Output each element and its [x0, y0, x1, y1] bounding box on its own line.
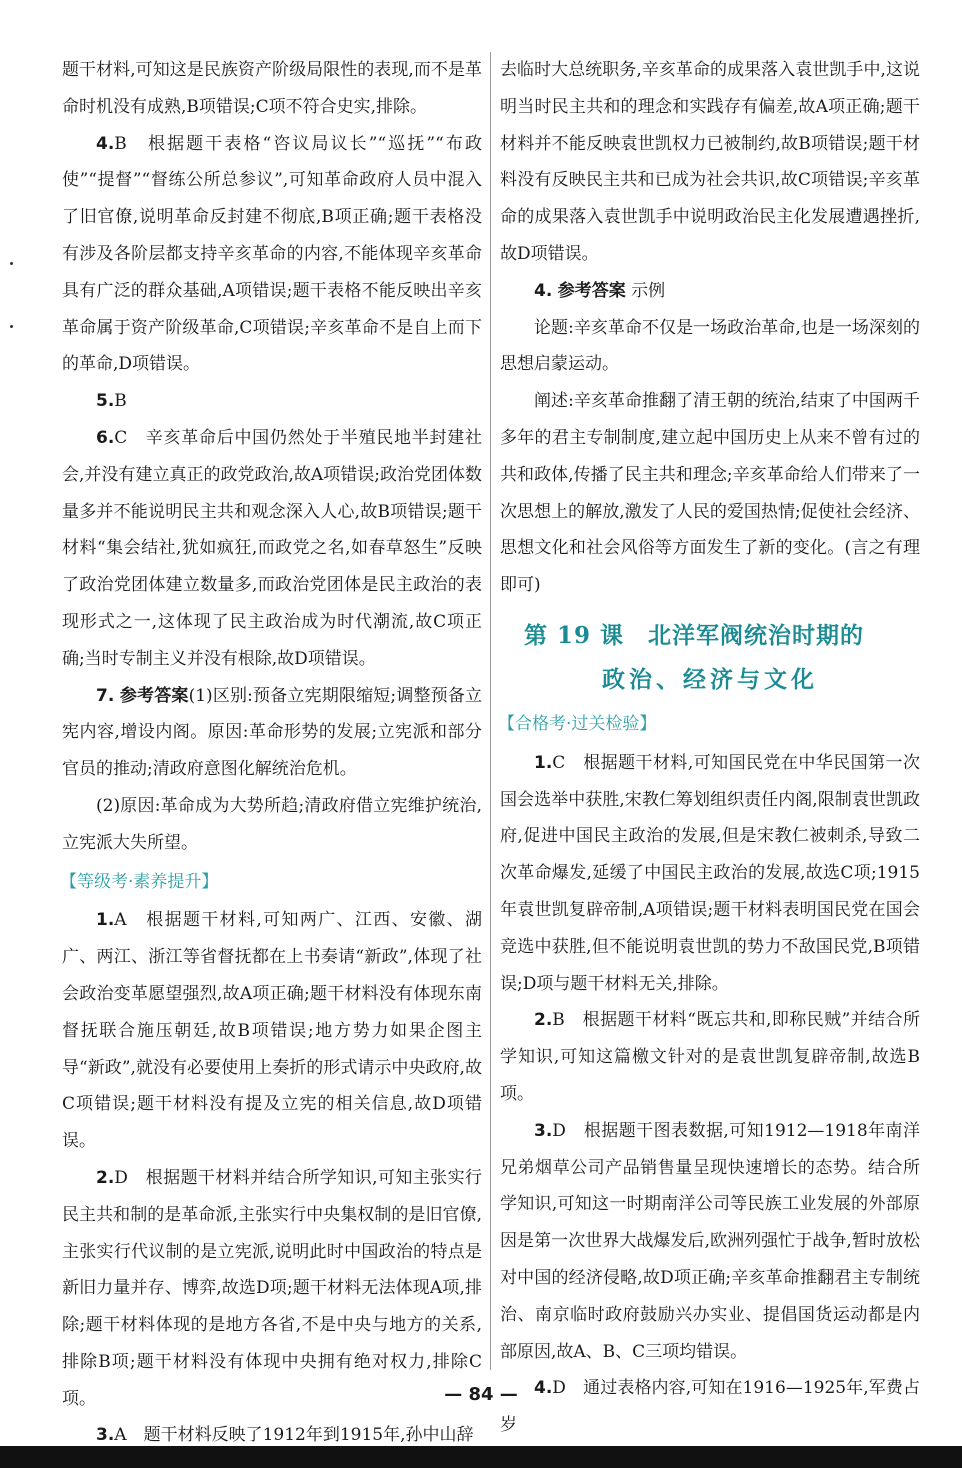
- answer-choice: A: [114, 1425, 127, 1446]
- answer-explanation: 根据题干图表数据,可知1912—1918年南洋兄弟烟草公司产品销售量呈现快速增长的态势。结合所学知识,可知这一时期南洋公司等民族工业发展的外部原因是第一次世界大战爆发后,欧洲列强忙于战争,暂时放松对中国的经济侵略,故D项正确;辛亥革命推翻君主专制统治、南京临时政府鼓励兴办实业、提倡国货运动都是内部原因,故A、B、C三项均错误。: [500, 1120, 920, 1362]
- question-number: 2.: [534, 1010, 553, 1031]
- answer-explanation: (1)区别:预备立宪期限缩短;调整预备立宪内容,增设内阁。原因:革命形势的发展;立宪派和部分官员的推动;清政府意图化解统治危机。: [62, 685, 482, 780]
- answer-choice: D: [552, 1120, 566, 1141]
- answer-choice: D: [114, 1167, 128, 1188]
- answer-explanation: 辛亥革命后中国仍然处于半殖民地半封建社会,并没有建立真正的政党政治,故A项错误;政治党团体数量多并不能说明民主共和观念深入人心,故B项错误;题干材料“集会结社,犹如疯狂,而政党之名,如春草怒生”反映了政治党团体建立数量多,而政治党团体是民主政治的表现形式之一,这体现了民主政治成为时代潮流,故C项正确;当时专制主义并没有根除,故D项错误。: [62, 427, 482, 669]
- question-number: 1.: [96, 910, 115, 931]
- question-number: 3.: [96, 1425, 115, 1446]
- answer-choice: C: [114, 427, 128, 448]
- answer-explanation: 根据题干表格“咨议局议长”“巡抚”“布政使”“提督”“督练公所总参议”,可知革命政府人员中混入了旧官僚,说明革命反封建不彻底,B项正确;题干表格没有涉及各阶层都支持辛亥革命的内容,不能体现辛亥革命具有广泛的群众基础,A项错误;题干表格不能反映出辛亥革命属于资产阶级革命,C项错误;辛亥革命不是自上而下的革命,D项错误。: [62, 133, 482, 375]
- margin-mark: [10, 262, 13, 265]
- answer-item: [500, 1370, 920, 1444]
- answer-choice: C: [552, 752, 566, 773]
- reference-answer-label: 参考答案: [119, 685, 189, 706]
- question-number: 7.: [96, 685, 115, 706]
- page-number: — 84 —: [444, 1384, 518, 1405]
- question-number: 1.: [534, 752, 553, 773]
- answer-explanation: 根据题干材料并结合所学知识,可知主张实行民主共和制的是革命派,主张实行中央集权制的是旧官僚,主张实行代议制的是立宪派,说明此时中国政治的特点是新旧力量并存、博弈,故选D项;题干材料无法体现A项,排除;题干材料体现的是地方各省,不是中央与地方的关系,排除B项;题干材料没有体现中央拥有绝对权力,排除C项。: [62, 1167, 483, 1409]
- answer-explanation: 根据题干材料“既忘共和,即称民贼”并结合所学知识,可知这篇檄文针对的是袁世凯复辟帝制,故选B项。: [500, 1010, 920, 1104]
- margin-mark: [10, 325, 13, 328]
- answer-explanation: 题干材料反映了1912年到1915年,孙中山辞: [143, 1425, 474, 1446]
- answer-choice: A: [114, 910, 127, 931]
- reference-answer-label: 参考答案: [557, 280, 626, 301]
- right-column: [500, 52, 920, 1444]
- question-number: 4.: [534, 280, 553, 301]
- paragraph: 题干材料,可知这是民族资产阶级局限性的表现,而不是革命时机没有成熟,B项错误;C项不符合史实,排除。: [62, 60, 482, 117]
- argument-paragraph: 阐述:辛亥革命推翻了清王朝的统治,结束了中国两千多年的君主专制制度,建立起中国历史上从来不曾有过的共和政体,传播了民主共和理念;辛亥革命给人们带来了一次思想上的解放,激发了人民的爱国热情;促使社会经济、思想文化和社会风俗等方面发生了新的变化。(言之有理即可): [500, 391, 920, 596]
- question-number: 5.: [96, 391, 115, 412]
- answer-choice: B: [114, 133, 127, 154]
- answer-item: [62, 902, 482, 1160]
- answer-item: [62, 420, 482, 678]
- answer-explanation: 根据题干材料,可知两广、江西、安徽、湖广、两江、浙江等省督抚都在上书奏请“新政”,体现了社会政治变革愿望强烈,故A项正确;题干材料没有体现东南督抚联合施压朝廷,故B项错误;地方势力如果企图主导“新政”,就没有必要使用上奏折的形式请示中央政府,故C项错误;题干材料没有提及立宪的相关信息,故D项错误。: [62, 910, 482, 1152]
- example-label: 示例: [631, 280, 666, 301]
- bottom-edge-bar: [0, 1446, 962, 1468]
- answer-choice: B: [552, 1010, 565, 1031]
- answer-item: [62, 383, 482, 420]
- lesson-title-line2: 政治、经济与文化: [602, 665, 818, 693]
- answer-item: [62, 678, 482, 788]
- paragraph: (2)原因:革命成为大势所趋;清政府借立宪维护统治,立宪派大失所望。: [62, 795, 482, 853]
- question-number: 4.: [534, 1378, 553, 1399]
- answer-item: [500, 1113, 920, 1371]
- lesson-title: [500, 614, 920, 702]
- answer-explanation: 根据题干材料,可知国民党在中华民国第一次国会选举中获胜,宋教仁筹划组织责任内阁,限制袁世凯政府,促进中国民主政治的发展,但是宋教仁被刺杀,导致二次革命爆发,延缓了中国民主政治的发展,故选C项;1915年袁世凯复辟帝制,A项错误;题干材料表明国民党在国会竞选中获胜,但不能说明袁世凯的势力不敌国民党,B项错误;D项与题干材料无关,排除。: [500, 752, 921, 994]
- lesson-title-line1: 第 19 课 北洋军阀统治时期的: [524, 621, 865, 649]
- left-column: [62, 52, 482, 1454]
- question-number: 3.: [534, 1120, 553, 1141]
- question-number: 6.: [96, 427, 115, 448]
- question-number: 2.: [96, 1167, 115, 1188]
- answer-explanation: 通过表格内容,可知在1916—1925年,军费占岁: [500, 1378, 920, 1436]
- answer-item: [62, 1160, 482, 1418]
- answer-choice: B: [114, 391, 127, 412]
- answer-item: [500, 745, 920, 1003]
- column-divider: [490, 52, 491, 1370]
- answer-item: [500, 1002, 920, 1112]
- question-number: 4.: [96, 133, 115, 154]
- section-heading: 【等级考·素养提升】: [60, 871, 219, 892]
- paragraph: 去临时大总统职务,辛亥革命的成果落入袁世凯手中,这说明当时民主共和的理念和实践存有偏差,故A项正确;题干材料并不能反映袁世凯权力已被制约,故B项错误;题干材料没有反映民主共和已成为社会共识,故C项错误;辛亥革命的成果落入袁世凯手中说明政治民主化发展遭遇挫折,故D项错误。: [500, 60, 920, 264]
- section-heading: 【合格考·过关检验】: [498, 713, 657, 734]
- answer-item: [62, 126, 482, 384]
- answer-choice: D: [552, 1378, 566, 1399]
- thesis-paragraph: 论题:辛亥革命不仅是一场政治革命,也是一场深刻的思想启蒙运动。: [500, 317, 920, 375]
- answer-item: [500, 273, 920, 310]
